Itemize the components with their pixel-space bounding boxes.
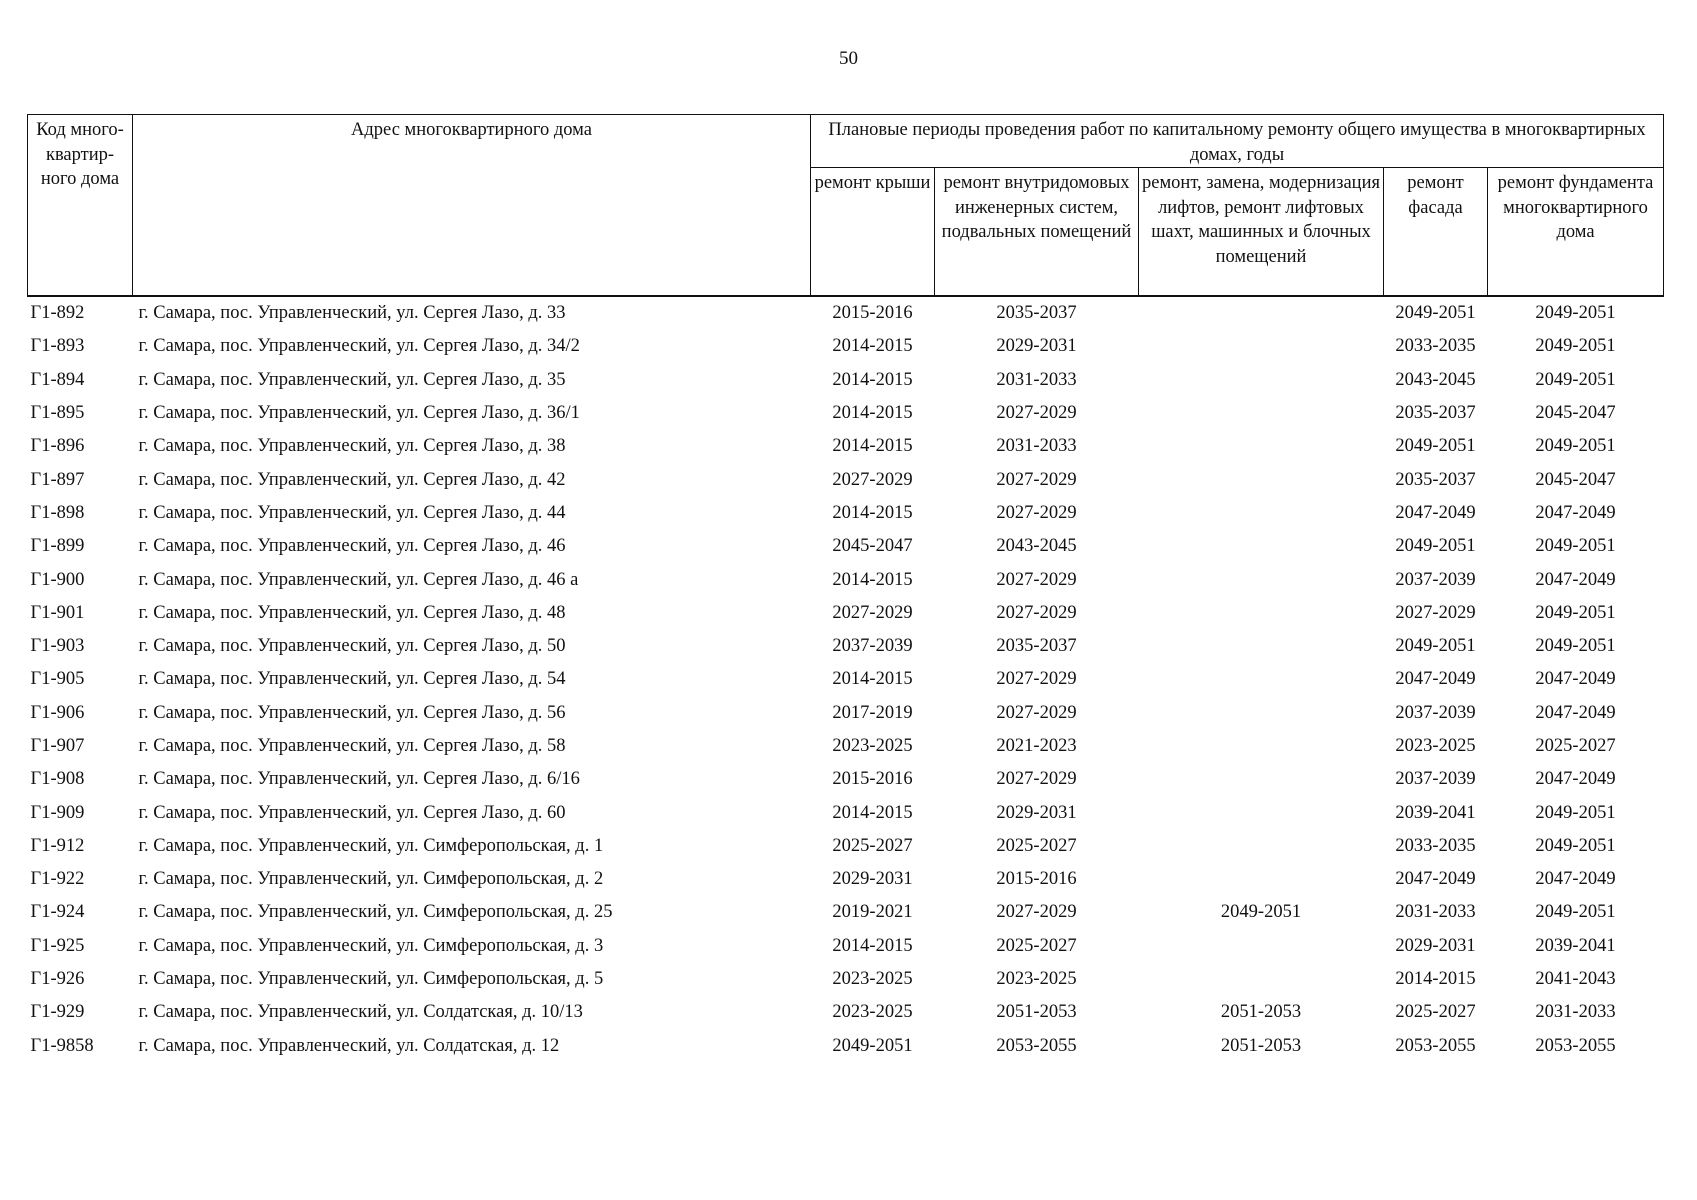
table-row xyxy=(28,830,1664,863)
cell-code: Г1-901 xyxy=(30,602,85,623)
cell-roof: 2019-2021 xyxy=(832,902,913,923)
cell-facade: 2043-2045 xyxy=(1395,369,1476,390)
table-row xyxy=(28,330,1664,363)
cell-roof: 2023-2025 xyxy=(832,736,913,756)
cell-address: г. Самара, пос. Управленческий, ул. Симферопольская, д. 1 xyxy=(138,835,604,856)
cell-engineering: 2027-2029 xyxy=(996,769,1077,790)
cell-engineering: 2029-2031 xyxy=(996,336,1077,357)
cell-roof: 2037-2039 xyxy=(832,636,913,657)
cell-roof: 2027-2029 xyxy=(832,469,913,490)
cell-roof: 2027-2029 xyxy=(832,602,913,623)
cell-engineering: 2021-2023 xyxy=(996,736,1077,756)
cell-address: г. Самара, пос. Управленческий, ул. Сергея Лазо, д. 6/16 xyxy=(138,769,580,790)
cell-facade: 2023-2025 xyxy=(1395,736,1476,756)
cell-engineering: 2027-2029 xyxy=(996,702,1077,723)
cell-lifts xyxy=(1139,497,1384,530)
table-row xyxy=(28,630,1664,663)
cell-lifts xyxy=(1139,330,1384,363)
cell-address: г. Самара, пос. Управленческий, ул. Сергея Лазо, д. 46 xyxy=(138,536,566,557)
cell-code: Г1-922 xyxy=(30,869,85,890)
cell-code: Г1-924 xyxy=(30,902,85,923)
cell-address: г. Самара, пос. Управленческий, ул. Сергея Лазо, д. 35 xyxy=(138,369,566,390)
cell-lifts xyxy=(1139,863,1384,896)
cell-foundation: 2049-2051 xyxy=(1535,536,1616,557)
cell-roof: 2014-2015 xyxy=(832,669,913,690)
cell-foundation: 2031-2033 xyxy=(1535,1002,1616,1023)
cell-lifts xyxy=(1139,697,1384,730)
cell-facade: 2039-2041 xyxy=(1395,802,1476,823)
cell-code: Г1-898 xyxy=(30,502,85,523)
cell-facade: 2025-2027 xyxy=(1395,1002,1476,1023)
cell-foundation: 2049-2051 xyxy=(1535,602,1616,623)
cell-address: г. Самара, пос. Управленческий, ул. Симферопольская, д. 25 xyxy=(138,902,613,923)
cell-code: Г1-9858 xyxy=(30,1035,94,1056)
cell-roof: 2029-2031 xyxy=(832,869,913,890)
cell-facade: 2037-2039 xyxy=(1395,769,1476,790)
table-row xyxy=(28,1030,1664,1063)
cell-engineering: 2031-2033 xyxy=(996,369,1077,390)
table-row xyxy=(28,963,1664,996)
cell-facade: 2014-2015 xyxy=(1395,969,1476,990)
cell-foundation: 2025-2027 xyxy=(1535,736,1616,756)
table-row xyxy=(28,763,1664,796)
cell-code: Г1-925 xyxy=(30,935,85,956)
cell-lifts xyxy=(1139,563,1384,596)
cell-facade: 2053-2055 xyxy=(1395,1035,1476,1056)
cell-address: г. Самара, пос. Управленческий, ул. Симферопольская, д. 5 xyxy=(138,969,604,990)
cell-address: г. Самара, пос. Управленческий, ул. Сергея Лазо, д. 56 xyxy=(138,702,566,723)
cell-lifts xyxy=(1139,963,1384,996)
cell-foundation: 2045-2047 xyxy=(1535,469,1616,490)
cell-lifts: 2051-2053 xyxy=(1220,1035,1302,1056)
cell-lifts xyxy=(1139,597,1384,630)
cell-code: Г1-893 xyxy=(30,336,85,357)
table-row xyxy=(28,364,1664,397)
header-engineering: ремонт внутридомовых инженерных систем, подвальных помещений xyxy=(935,168,1139,297)
cell-address: г. Самара, пос. Управленческий, ул. Сергея Лазо, д. 60 xyxy=(138,802,566,823)
cell-roof: 2049-2051 xyxy=(832,1035,913,1056)
cell-code: Г1-903 xyxy=(30,636,85,657)
cell-engineering: 2027-2029 xyxy=(996,902,1077,923)
cell-roof: 2014-2015 xyxy=(832,569,913,590)
cell-address: г. Самара, пос. Управленческий, ул. Сергея Лазо, д. 42 xyxy=(138,469,566,490)
cell-roof: 2014-2015 xyxy=(832,935,913,956)
cell-lifts xyxy=(1139,630,1384,663)
table-body xyxy=(28,296,1664,1063)
cell-facade: 2031-2033 xyxy=(1395,902,1476,923)
cell-facade: 2033-2035 xyxy=(1395,835,1476,856)
table-row xyxy=(28,463,1664,496)
cell-lifts xyxy=(1139,663,1384,696)
cell-code: Г1-906 xyxy=(30,702,85,723)
cell-code: Г1-926 xyxy=(30,969,85,990)
cell-foundation: 2049-2051 xyxy=(1535,835,1616,856)
cell-address: г. Самара, пос. Управленческий, ул. Солдатская, д. 12 xyxy=(138,1035,560,1056)
cell-facade: 2033-2035 xyxy=(1395,336,1476,357)
cell-address: г. Самара, пос. Управленческий, ул. Сергея Лазо, д. 44 xyxy=(138,502,566,523)
cell-code: Г1-895 xyxy=(30,403,85,424)
cell-code: Г1-896 xyxy=(30,436,85,457)
cell-foundation: 2049-2051 xyxy=(1535,336,1616,357)
cell-engineering: 2027-2029 xyxy=(996,469,1077,490)
cell-roof: 2025-2027 xyxy=(832,835,913,856)
cell-code: Г1-892 xyxy=(30,303,85,324)
cell-lifts xyxy=(1139,530,1384,563)
header-address: Адрес многоквартирного дома xyxy=(133,115,811,297)
table-row xyxy=(28,663,1664,696)
table-row xyxy=(28,530,1664,563)
cell-address: г. Самара, пос. Управленческий, ул. Симферопольская, д. 2 xyxy=(138,869,604,890)
cell-lifts xyxy=(1139,763,1384,796)
cell-roof: 2015-2016 xyxy=(832,303,913,324)
cell-lifts xyxy=(1139,930,1384,963)
cell-code: Г1-905 xyxy=(30,669,85,690)
cell-roof: 2014-2015 xyxy=(832,369,913,390)
cell-foundation: 2047-2049 xyxy=(1535,769,1616,790)
cell-foundation: 2045-2047 xyxy=(1535,403,1616,424)
cell-address: г. Самара, пос. Управленческий, ул. Симферопольская, д. 3 xyxy=(138,935,604,956)
repair-schedule-table xyxy=(27,114,1664,1063)
cell-lifts xyxy=(1139,830,1384,863)
cell-facade: 2037-2039 xyxy=(1395,569,1476,590)
cell-code: Г1-909 xyxy=(30,802,85,823)
cell-roof: 2017-2019 xyxy=(832,702,913,723)
cell-roof: 2045-2047 xyxy=(832,536,913,557)
cell-engineering: 2035-2037 xyxy=(996,636,1077,657)
cell-roof: 2014-2015 xyxy=(832,403,913,424)
cell-foundation: 2039-2041 xyxy=(1535,935,1616,956)
cell-address: г. Самара, пос. Управленческий, ул. Сергея Лазо, д. 50 xyxy=(138,636,566,657)
cell-engineering: 2023-2025 xyxy=(996,969,1077,990)
header-facade: ремонт фасада xyxy=(1384,168,1488,297)
cell-facade: 2047-2049 xyxy=(1395,669,1476,690)
cell-code: Г1-900 xyxy=(30,569,85,590)
table-row xyxy=(28,296,1664,330)
cell-facade: 2049-2051 xyxy=(1395,303,1476,324)
cell-roof: 2014-2015 xyxy=(832,802,913,823)
cell-engineering: 2027-2029 xyxy=(996,502,1077,523)
table-row xyxy=(28,397,1664,430)
cell-engineering: 2025-2027 xyxy=(996,935,1077,956)
header-foundation: ремонт фундамента многоквартирного дома xyxy=(1488,168,1664,297)
cell-code: Г1-897 xyxy=(30,469,85,490)
cell-lifts xyxy=(1139,430,1384,463)
header-code: Код много-квартир-ного дома xyxy=(28,115,133,297)
cell-address: г. Самара, пос. Управленческий, ул. Солдатская, д. 10/13 xyxy=(138,1002,583,1023)
cell-foundation: 2049-2051 xyxy=(1535,902,1616,923)
cell-facade: 2047-2049 xyxy=(1395,869,1476,890)
cell-foundation: 2053-2055 xyxy=(1535,1035,1616,1056)
cell-foundation: 2047-2049 xyxy=(1535,702,1616,723)
header-roof: ремонт крыши xyxy=(811,168,935,297)
cell-lifts: 2049-2051 xyxy=(1220,902,1302,923)
cell-foundation: 2049-2051 xyxy=(1535,436,1616,457)
cell-code: Г1-894 xyxy=(30,369,85,390)
cell-engineering: 2035-2037 xyxy=(996,303,1077,324)
cell-foundation: 2047-2049 xyxy=(1535,869,1616,890)
cell-address: г. Самара, пос. Управленческий, ул. Сергея Лазо, д. 36/1 xyxy=(138,403,580,424)
table-header xyxy=(28,115,1664,297)
cell-facade: 2029-2031 xyxy=(1395,935,1476,956)
table-row xyxy=(28,563,1664,596)
cell-roof: 2023-2025 xyxy=(832,969,913,990)
cell-foundation: 2049-2051 xyxy=(1535,369,1616,390)
table-row xyxy=(28,497,1664,530)
cell-engineering: 2025-2027 xyxy=(996,835,1077,856)
table-row xyxy=(28,863,1664,896)
cell-roof: 2014-2015 xyxy=(832,436,913,457)
cell-engineering: 2027-2029 xyxy=(996,602,1077,623)
cell-lifts xyxy=(1139,364,1384,397)
table-row xyxy=(28,796,1664,829)
cell-facade: 2035-2037 xyxy=(1395,469,1476,490)
cell-foundation: 2041-2043 xyxy=(1535,969,1616,990)
cell-roof: 2014-2015 xyxy=(832,336,913,357)
cell-address: г. Самара, пос. Управленческий, ул. Сергея Лазо, д. 34/2 xyxy=(138,336,580,357)
cell-facade: 2037-2039 xyxy=(1395,702,1476,723)
table-row xyxy=(28,430,1664,463)
cell-address: г. Самара, пос. Управленческий, ул. Сергея Лазо, д. 38 xyxy=(138,436,566,457)
cell-engineering: 2027-2029 xyxy=(996,403,1077,424)
cell-code: Г1-929 xyxy=(30,1002,85,1023)
cell-engineering: 2027-2029 xyxy=(996,569,1077,590)
cell-engineering: 2031-2033 xyxy=(996,436,1077,457)
table-row xyxy=(28,730,1664,763)
cell-lifts xyxy=(1139,463,1384,496)
cell-engineering: 2029-2031 xyxy=(996,802,1077,823)
cell-foundation: 2049-2051 xyxy=(1535,636,1616,657)
cell-engineering: 2027-2029 xyxy=(996,669,1077,690)
cell-lifts xyxy=(1139,730,1384,763)
cell-engineering: 2015-2016 xyxy=(996,869,1077,890)
cell-roof: 2015-2016 xyxy=(832,769,913,790)
cell-lifts xyxy=(1139,397,1384,430)
cell-address: г. Самара, пос. Управленческий, ул. Сергея Лазо, д. 48 xyxy=(138,602,566,623)
table-row xyxy=(28,996,1664,1029)
cell-roof: 2023-2025 xyxy=(832,1002,913,1023)
cell-engineering: 2051-2053 xyxy=(996,1002,1077,1023)
cell-facade: 2047-2049 xyxy=(1395,502,1476,523)
cell-facade: 2049-2051 xyxy=(1395,536,1476,557)
cell-foundation: 2047-2049 xyxy=(1535,502,1616,523)
page-number: 50 xyxy=(839,48,858,69)
cell-address: г. Самара, пос. Управленческий, ул. Сергея Лазо, д. 54 xyxy=(138,669,566,690)
cell-facade: 2049-2051 xyxy=(1395,636,1476,657)
cell-address: г. Самара, пос. Управленческий, ул. Сергея Лазо, д. 46 а xyxy=(138,569,579,590)
cell-engineering: 2053-2055 xyxy=(996,1035,1077,1056)
cell-foundation: 2047-2049 xyxy=(1535,669,1616,690)
cell-lifts xyxy=(1139,296,1384,330)
cell-facade: 2027-2029 xyxy=(1395,602,1476,623)
table-row xyxy=(28,697,1664,730)
cell-code: Г1-912 xyxy=(30,835,85,856)
cell-roof: 2014-2015 xyxy=(832,502,913,523)
cell-facade: 2035-2037 xyxy=(1395,403,1476,424)
table-row xyxy=(28,896,1664,929)
cell-address: г. Самара, пос. Управленческий, ул. Сергея Лазо, д. 33 xyxy=(138,303,566,324)
cell-code: Г1-907 xyxy=(30,736,85,756)
header-periods: Плановые периоды проведения работ по капитальному ремонту общего имущества в многоквартирных домах, годы xyxy=(811,115,1664,168)
header-lifts: ремонт, замена, модернизация лифтов, ремонт лифтовых шахт, машинных и блочных помещений xyxy=(1139,168,1384,297)
cell-facade: 2049-2051 xyxy=(1395,436,1476,457)
cell-foundation: 2049-2051 xyxy=(1535,802,1616,823)
cell-address: г. Самара, пос. Управленческий, ул. Сергея Лазо, д. 58 xyxy=(138,736,566,756)
cell-lifts xyxy=(1139,796,1384,829)
cell-foundation: 2047-2049 xyxy=(1535,569,1616,590)
cell-lifts: 2051-2053 xyxy=(1220,1002,1302,1023)
table-row xyxy=(28,597,1664,630)
cell-code: Г1-908 xyxy=(30,769,85,790)
cell-foundation: 2049-2051 xyxy=(1535,303,1616,324)
cell-engineering: 2043-2045 xyxy=(996,536,1077,557)
cell-code: Г1-899 xyxy=(30,536,85,557)
table-row xyxy=(28,930,1664,963)
